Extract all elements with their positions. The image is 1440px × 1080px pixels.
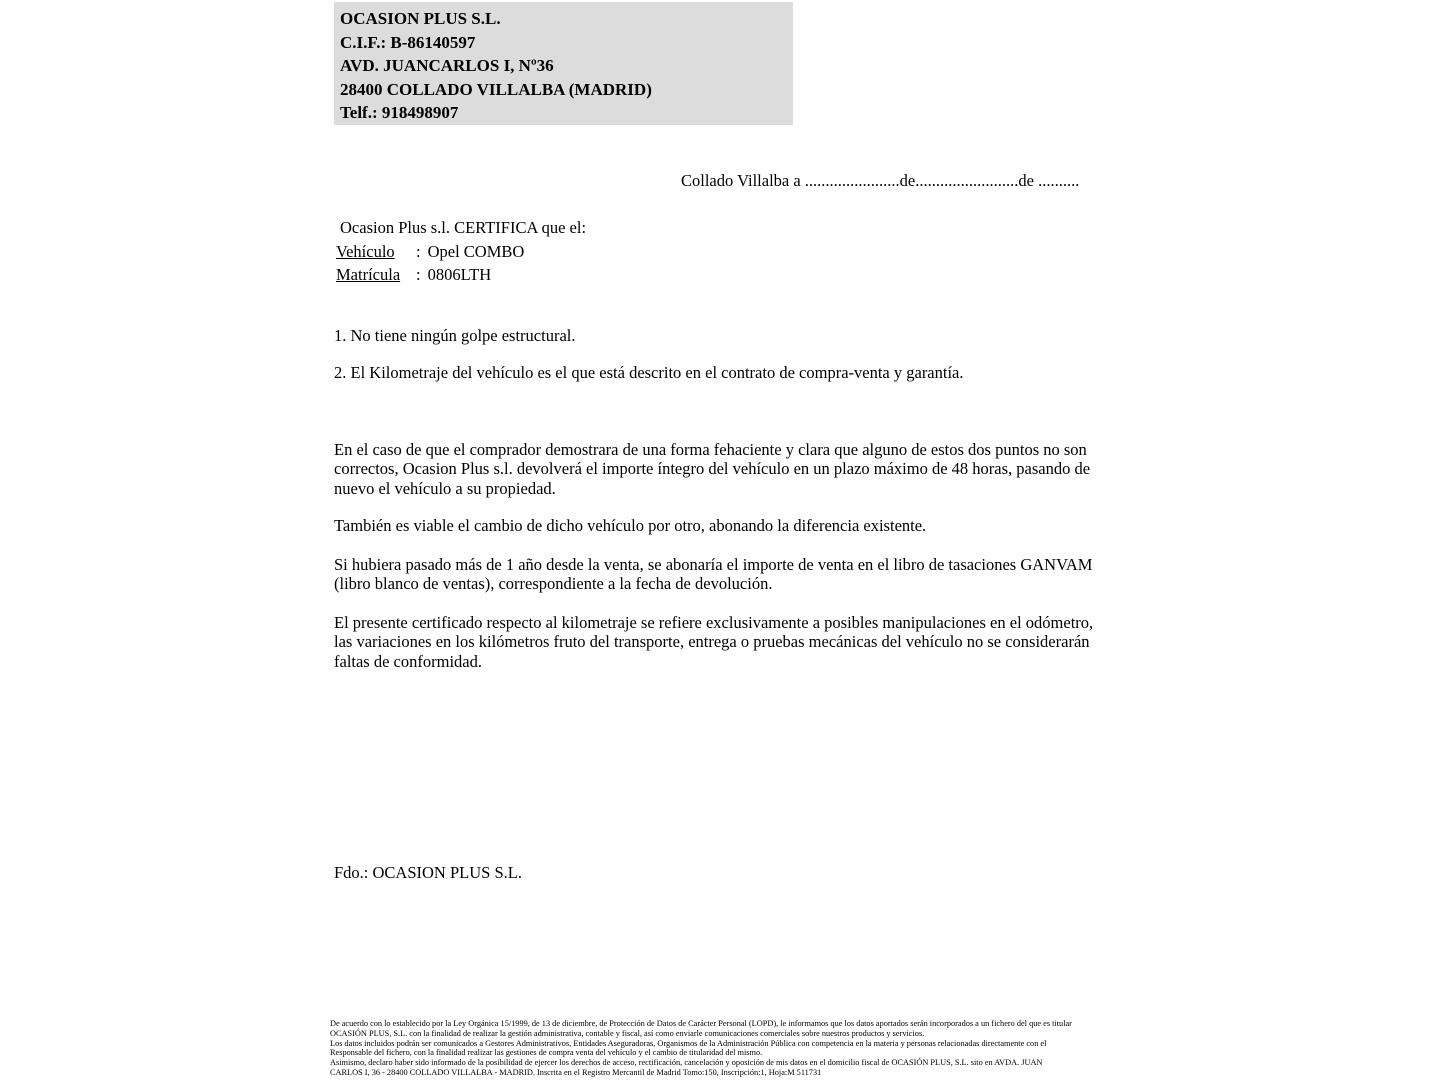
vehicle-field-value: Opel COMBO [427, 241, 525, 261]
certification-block [336, 216, 586, 287]
company-address: AVD. JUANCARLOS I, Nº36 [340, 56, 554, 76]
paragraph-odometer-disclaimer: El presente certificado respecto al kilometraje se refiere exclusivamente a posibles manipulaciones en el odómetro, las variaciones en los kilómetros fruto del transporte, entrega o pruebas mecánicas del vehículo no se considerarán faltas de conformidad. [334, 613, 1094, 671]
company-city: 28400 COLLADO VILLALBA (MADRID) [340, 79, 652, 99]
legal-footer-line: De acuerdo con lo establecido por la Ley Orgánica 15/1999, de 13 de diciembre, de Protección de Datos de Carácter Personal (LOPD), le informamos que los datos aportados serán incorporados a un fichero del que es titular [330, 1019, 1072, 1028]
point-1: 1. No tiene ningún golpe estructural. [334, 326, 576, 345]
paragraph-vehicle-exchange: También es viable el cambio de dicho vehículo por otro, abonando la diferencia existente. [334, 516, 927, 535]
legal-footer-line: Responsable del fichero, con la finalidad realizar las gestiones de compra venta del vehículo y el cambio de titularidad del mismo. [330, 1048, 763, 1058]
vehicle-field-label-cell [336, 240, 416, 264]
plate-field-value: 0806LTH [427, 265, 492, 285]
legal-footer-line: OCASIÓN PLUS, S.L. con la finalidad de realizar la gestión administrativa, contable y fiscal, así como enviarle comunicaciones comerciales sobre nuestros productos y servicios. [330, 1028, 925, 1038]
plate-field-separator: : [416, 265, 421, 285]
legal-footer-line: Asimismo, declaro haber sido informado de la posibilidad de ejercer los derechos de acceso, rectificación, cancelación y oposición de mis datos en el domicilio fiscal de OCASIÓN PLUS, S.L. sito en AVDA. JUAN [330, 1058, 1043, 1068]
vehicle-field-row [336, 240, 586, 264]
plate-field-label-cell [336, 263, 416, 287]
vehicle-field-separator: : [416, 241, 421, 261]
company-cif: C.I.F.: B-86140597 [340, 32, 476, 52]
vehicle-field-label: Vehículo [336, 241, 395, 261]
legal-footer-line: CARLOS I, 36 - 28400 COLLADO VILLALBA - MADRID. Inscrita en el Registro Mercantil de Madrid Tomo:150, Inscripción:1, Hoja:M 511731 [330, 1067, 822, 1077]
signature-line: Fdo.: OCASION PLUS S.L. [334, 863, 522, 882]
paragraph-ganvam-valuation: Si hubiera pasado más de 1 año desde la venta, se abonaría el importe de venta en el libro de tasaciones GANVAM (libro blanco de ventas), correspondiente a la fecha de devolución. [334, 555, 1093, 594]
legal-footer-line: Los datos incluidos podrán ser comunicados a Gestores Administrativos, Entidades Aseguradoras, Organismos de la Administración Pública con competencia en la materia y personas relacionadas directamente con el [330, 1038, 1047, 1048]
date-line: Collado Villalba a .......................de.........................de .......... [681, 171, 1080, 190]
company-phone: Telf.: 918498907 [340, 103, 459, 123]
paragraph-refund-guarantee: En el caso de que el comprador demostrara de una forma fehaciente y clara que alguno de estos dos puntos no son correctos, Ocasion Plus s.l. devolverá el importe íntegro del vehículo en un plazo máximo de 48 horas, pasando de nuevo el vehículo a su propiedad. [334, 440, 1091, 498]
plate-field-label: Matrícula [336, 265, 401, 285]
certification-intro: Ocasion Plus s.l. CERTIFICA que el: [340, 218, 587, 237]
legal-footer [330, 1019, 1072, 1078]
company-header-box [334, 2, 793, 125]
company-name: OCASION PLUS S.L. [340, 9, 501, 28]
point-2: 2. El Kilometraje del vehículo es el que está descrito en el contrato de compra-venta y garantía. [334, 363, 964, 382]
plate-field-row [336, 263, 586, 287]
